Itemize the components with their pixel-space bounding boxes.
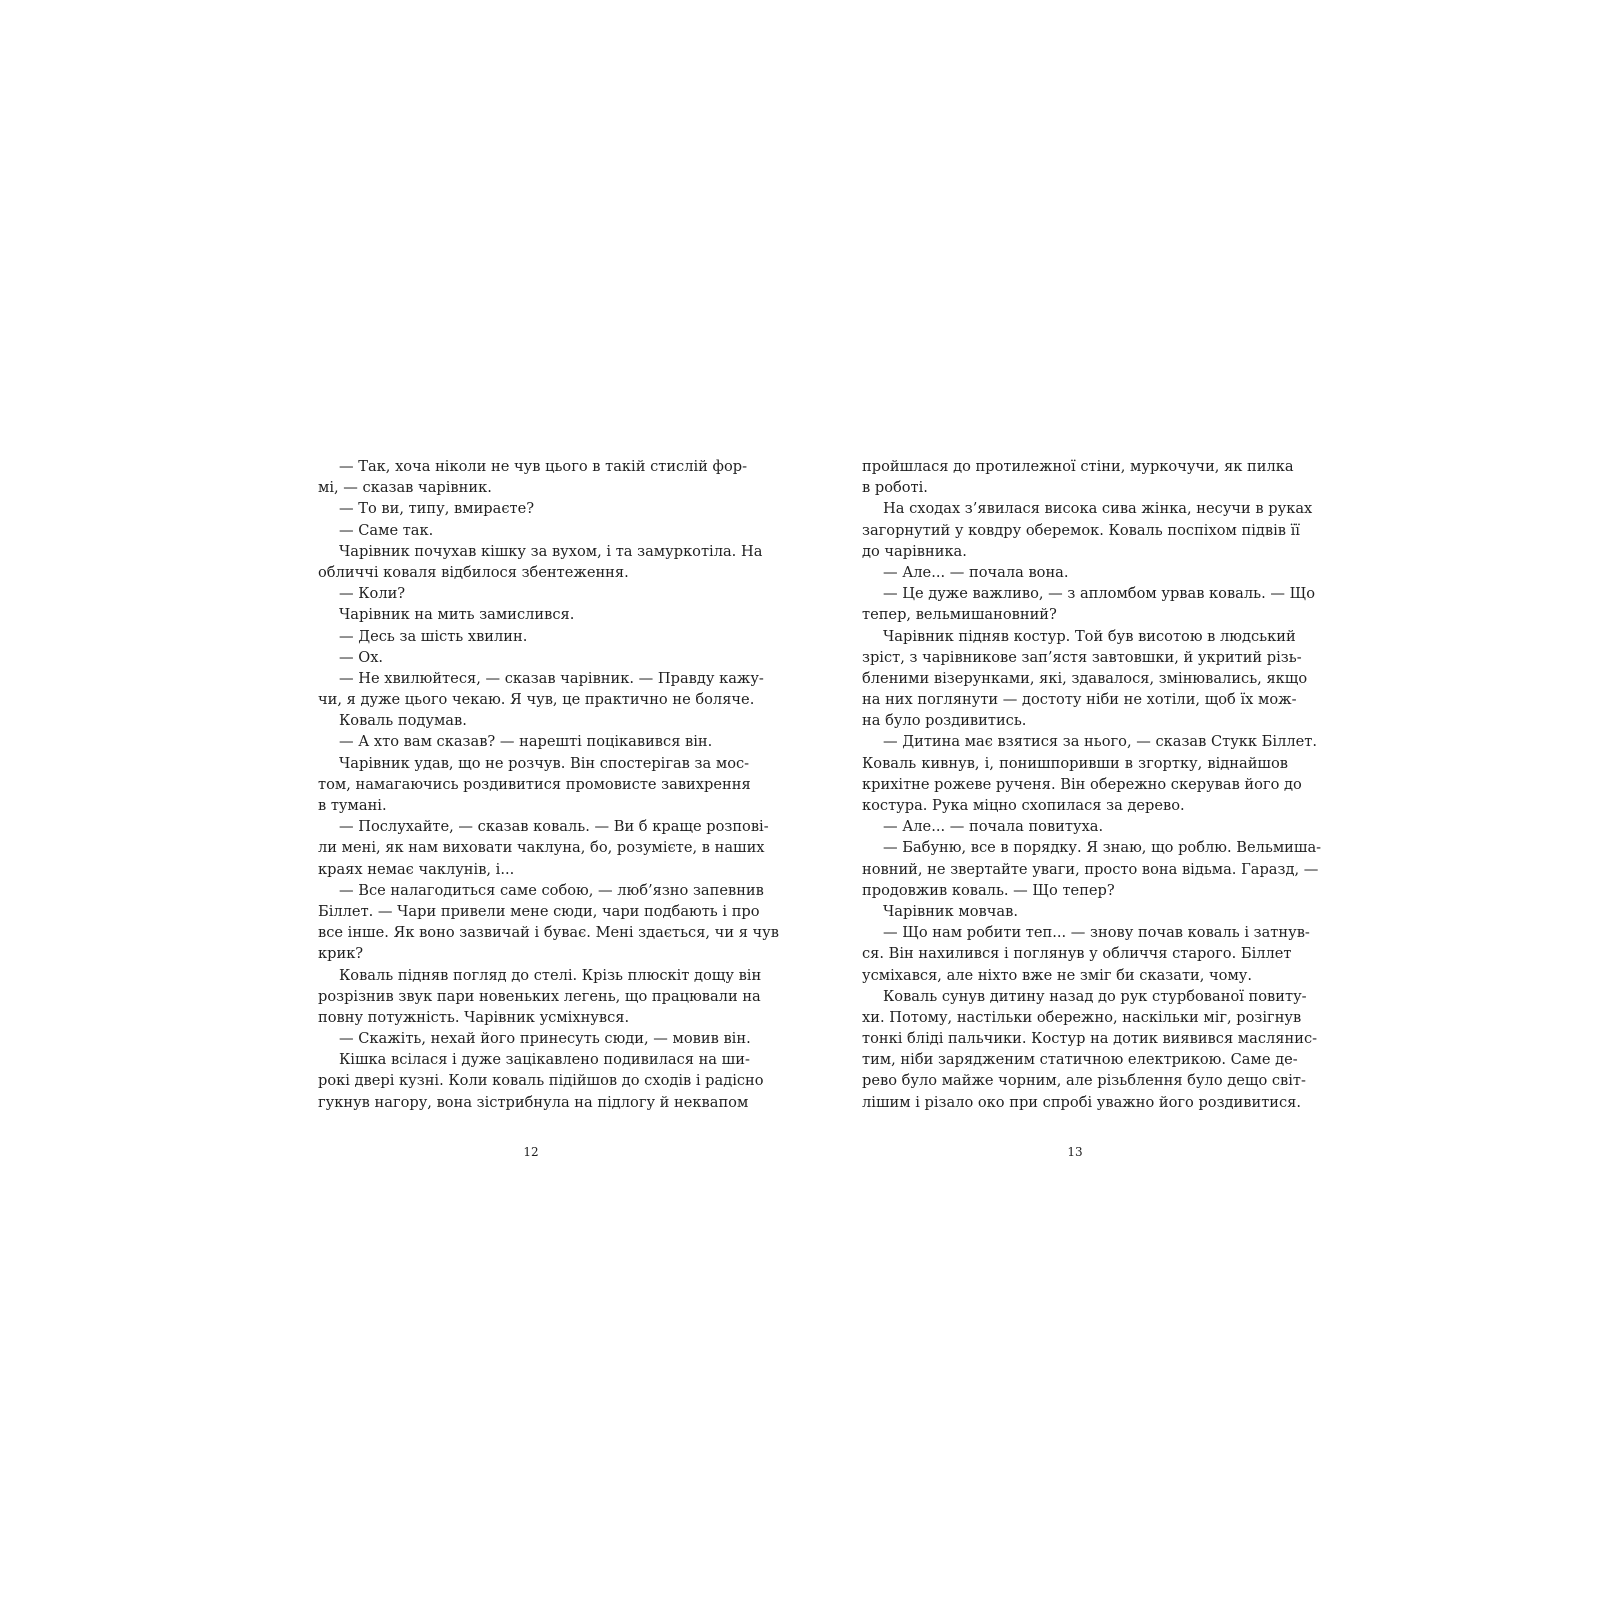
text-line: — Ох. <box>339 648 384 666</box>
text-line: — Коли? <box>339 585 406 603</box>
text-line: чи, я дуже цього чекаю. Я чув, це практично не боляче. <box>318 691 755 709</box>
text-line: костура. Рука міцно схопилася за дерево. <box>862 797 1185 814</box>
text-line: пройшлася до протилежної стіни, муркочучи, як пилка <box>862 458 1294 475</box>
text-line: — Так, хоча ніколи не чув цього в такій стислій фор- <box>339 458 748 475</box>
text-line: Чарівник підняв костур. Той був висотою в людський <box>883 627 1296 645</box>
text-line: — Десь за шість хвилин. <box>339 627 528 645</box>
right-page-text <box>862 456 1322 1113</box>
text-line: в тумані. <box>318 797 387 814</box>
left-page-text <box>318 456 779 1113</box>
page-number-left: 12 <box>523 1145 539 1159</box>
text-line: — Не хвилюйтеся, — сказав чарівник. — Правду кажу- <box>339 669 764 687</box>
text-line: в роботі. <box>862 479 928 497</box>
text-line: том, намагаючись роздивитися промовисте завихрення <box>318 775 751 793</box>
text-line: на них поглянути — достоту ніби не хотіли, щоб їх мож- <box>862 691 1297 709</box>
text-line: — Бабуню, все в порядку. Я знаю, що роблю. Вельмиша- <box>883 839 1322 857</box>
text-line: Чарівник удав, що не розчув. Він спостерігав за мос- <box>339 754 750 772</box>
text-line: гукнув нагору, вона зістрибнула на підлогу й неквапом <box>318 1093 749 1111</box>
text-line: Біллет. — Чари привели мене сюди, чари подбають і про <box>318 902 760 920</box>
text-line: обличчі коваля відбилося збентеження. <box>318 563 629 581</box>
text-line: хи. Потому, настільки обережно, наскільки міг, розігнув <box>862 1008 1302 1026</box>
text-line: на було роздивитись. <box>862 712 1027 730</box>
text-line: ся. Він нахилився і поглянув у обличчя старого. Біллет <box>862 945 1292 963</box>
text-line: зріст, з чарівникове зап’ястя завтовшки, й укритий різь- <box>862 648 1302 666</box>
text-line: Коваль подумав. <box>339 712 467 730</box>
text-line: мі, — сказав чарівник. <box>318 479 492 497</box>
text-line: Кішка всілася і дуже зацікавлено подивилася на ши- <box>339 1051 750 1069</box>
text-line: новний, не звертайте уваги, просто вона відьма. Гаразд, — <box>862 860 1319 878</box>
text-line: На сходах з’явилася висока сива жінка, несучи в руках <box>883 500 1313 518</box>
text-line: Чарівник на мить замислився. <box>339 606 575 624</box>
text-line: Чарівник мовчав. <box>883 902 1018 920</box>
text-line: — Все налагодиться саме собою, — люб’язно запевнив <box>339 881 764 899</box>
text-line: загорнутий у ковдру оберемок. Коваль поспіхом підвів її <box>862 521 1300 539</box>
text-line: — Але... — почала повитуха. <box>883 818 1104 836</box>
text-line: розрізнив звук пари новеньких легень, що працювали на <box>318 987 761 1005</box>
page-number-right: 13 <box>1067 1145 1083 1159</box>
text-line: Коваль кивнув, і, понишпоривши в згортку, віднайшов <box>862 754 1288 772</box>
text-line: — Послухайте, — сказав коваль. — Ви б краще розпові- <box>339 818 769 836</box>
text-line: — То ви, типу, вмираєте? <box>339 500 535 518</box>
text-line: повну потужність. Чарівник усміхнувся. <box>318 1008 630 1026</box>
text-line: ли мені, як нам виховати чаклуна, бо, розумієте, в наших <box>318 839 765 857</box>
text-line: Коваль сунув дитину назад до рук стурбованої повиту- <box>883 987 1307 1005</box>
text-line: — Скажіть, нехай його принесуть сюди, — мовив він. <box>339 1030 751 1048</box>
text-line: тонкі бліді пальчики. Костур на дотик виявився маслянис- <box>862 1030 1318 1048</box>
text-line: тим, ніби зарядженим статичною електрикою. Саме де- <box>862 1051 1298 1069</box>
text-line: бленими візерунками, які, здавалося, змінювались, якщо <box>862 669 1308 687</box>
text-line: — Це дуже важливо, — з апломбом урвав коваль. — Що <box>883 585 1316 603</box>
text-line: — А хто вам сказав? — нарешті поцікавився він. <box>339 733 713 751</box>
text-line: продовжив коваль. — Що тепер? <box>862 881 1115 899</box>
text-line: Коваль підняв погляд до стелі. Крізь плюскіт дощу він <box>339 966 762 984</box>
text-line: до чарівника. <box>862 542 967 560</box>
text-line: краях немає чаклунів, і... <box>318 860 515 878</box>
text-line: — Саме так. <box>339 521 434 539</box>
text-line: лішим і різало око при спробі уважно його роздивитися. <box>862 1093 1302 1111</box>
text-line: рево було майже чорним, але різьблення було дещо світ- <box>862 1072 1306 1090</box>
text-line: Чарівник почухав кішку за вухом, і та замуркотіла. На <box>339 542 763 560</box>
text-line: рокі двері кузні. Коли коваль підійшов до сходів і радісно <box>318 1072 764 1090</box>
text-line: — Але... — почала вона. <box>883 563 1069 581</box>
text-line: крик? <box>318 945 364 963</box>
text-line: тепер, вельмишановний? <box>862 606 1057 624</box>
text-line: все інше. Як воно зазвичай і буває. Мені здається, чи я чув <box>318 924 779 942</box>
text-line: — Дитина має взятися за нього, — сказав Стукк Біллет. <box>883 733 1317 751</box>
text-line: усміхався, але ніхто вже не зміг би сказати, чому. <box>862 966 1253 984</box>
text-line: — Що нам робити теп... — знову почав коваль і затнув- <box>883 924 1310 942</box>
text-line: крихітне рожеве рученя. Він обережно скерував його до <box>862 775 1302 793</box>
